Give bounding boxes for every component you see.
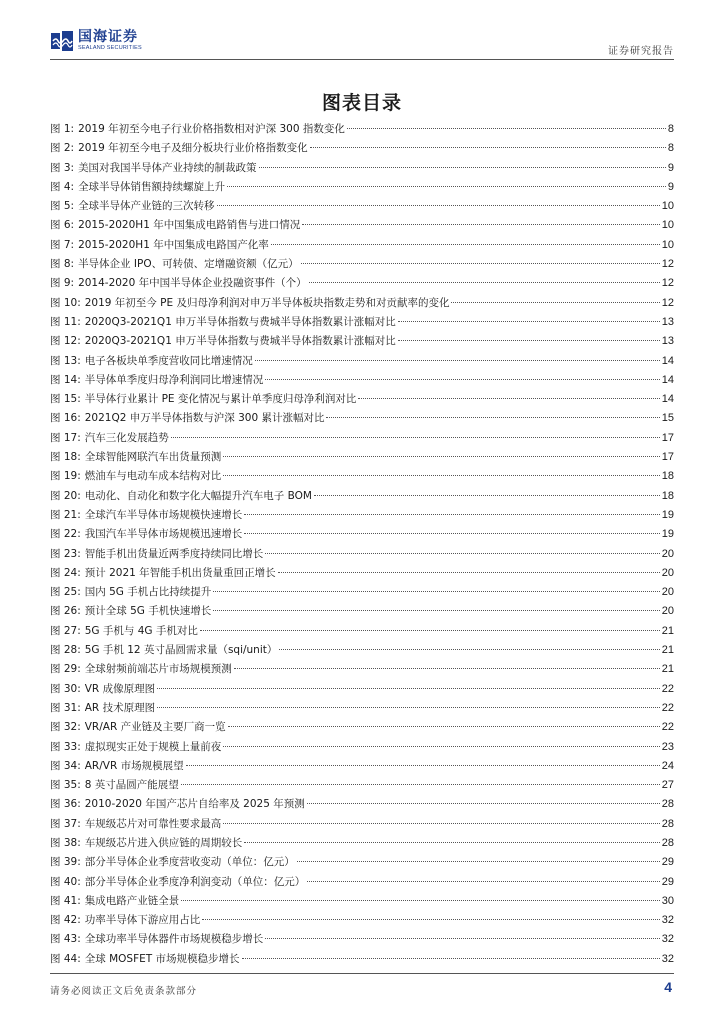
figure-page-number: 20 [661, 586, 674, 599]
figure-label: 图 9: [50, 277, 75, 290]
figure-title: 车规级芯片对可靠性要求最高 [84, 817, 222, 830]
leader-dots [314, 495, 660, 496]
figure-label: 图 24: [50, 566, 81, 579]
figure-label: 图 27: [50, 624, 81, 637]
leader-dots [279, 649, 659, 650]
toc-entry[interactable] [50, 488, 674, 507]
logo-chinese-name: 国海证券 [78, 29, 138, 46]
toc-entry[interactable] [50, 353, 674, 372]
figure-label: 图 15: [50, 393, 81, 406]
figure-title: 全球功率半导体器件市场规模稳步增长 [84, 933, 264, 946]
figure-label: 图 29: [50, 663, 81, 676]
logo-english-name: SEALAND SECURITIES [78, 45, 142, 52]
figure-title: 集成电路产业链全景 [84, 894, 180, 907]
toc-entry[interactable] [50, 449, 674, 468]
leader-dots [202, 919, 660, 920]
leader-dots [451, 302, 659, 303]
figure-page-number: 21 [661, 663, 674, 676]
figure-title: 半导体企业 IPO、可转债、定增融资额（亿元） [78, 258, 299, 271]
toc-entry[interactable] [50, 217, 674, 236]
toc-entry[interactable] [50, 468, 674, 487]
toc-entry[interactable] [50, 410, 674, 429]
leader-dots [200, 630, 660, 631]
leader-dots [228, 726, 660, 727]
figure-title: 我国汽车半导体市场规模迅速增长 [84, 528, 243, 541]
figure-page-number: 28 [661, 798, 674, 811]
figure-page-number: 12 [661, 277, 674, 290]
toc-entry[interactable] [50, 642, 674, 661]
sealand-logo-icon [50, 30, 74, 52]
figure-page-number: 9 [667, 180, 674, 193]
figure-page-number: 21 [661, 624, 674, 637]
leader-dots [244, 514, 660, 515]
toc-entry[interactable] [50, 874, 674, 893]
figure-page-number: 22 [661, 682, 674, 695]
toc-entry[interactable] [50, 198, 674, 217]
figure-label: 图 36: [50, 798, 81, 811]
figure-title: 全球 MOSFET 市场规模稳步增长 [84, 952, 240, 965]
toc-entry[interactable] [50, 603, 674, 622]
figure-title: 2019 年初至今 PE 及归母净利润对申万半导体板块指数走势和对贡献率的变化 [84, 296, 450, 309]
figure-page-number: 18 [661, 489, 674, 502]
figure-label: 图 33: [50, 740, 81, 753]
leader-dots [223, 456, 660, 457]
figure-label: 图 34: [50, 759, 81, 772]
leader-dots [181, 900, 660, 901]
figure-page-number: 28 [661, 836, 674, 849]
figure-label: 图 2: [50, 142, 75, 155]
leader-dots [358, 398, 659, 399]
report-type-label: 证券研究报告 [608, 46, 674, 57]
figure-page-number: 15 [661, 412, 674, 425]
figure-page-number: 29 [661, 856, 674, 869]
figure-label: 图 39: [50, 856, 81, 869]
figure-page-number: 20 [661, 566, 674, 579]
figure-page-number: 32 [661, 952, 674, 965]
figure-page-number: 10 [661, 200, 674, 213]
toc-entry[interactable] [50, 391, 674, 410]
figure-label: 图 38: [50, 836, 81, 849]
header-divider [50, 59, 674, 60]
figure-title: 2020Q3-2021Q1 申万半导体指数与费城半导体指数累计涨幅对比 [84, 335, 396, 348]
toc-entry[interactable] [50, 256, 674, 275]
leader-dots [223, 746, 660, 747]
toc-entry[interactable] [50, 777, 674, 796]
figure-title: 2010-2020 年国产芯片自给率及 2025 年预测 [84, 798, 305, 811]
company-logo [50, 30, 142, 52]
figure-label: 图 6: [50, 219, 75, 232]
figure-page-number: 14 [661, 393, 674, 406]
figure-page-number: 10 [661, 219, 674, 232]
leader-dots [234, 668, 660, 669]
toc-entry[interactable] [50, 796, 674, 815]
toc-entry[interactable] [50, 237, 674, 256]
figure-title: 车规级芯片进入供应链的周期较长 [84, 836, 243, 849]
page-header [50, 30, 674, 58]
toc-entry[interactable] [50, 719, 674, 738]
figure-title: 全球智能网联汽车出货量预测 [84, 451, 222, 464]
toc-entry[interactable] [50, 565, 674, 584]
leader-dots [307, 881, 660, 882]
toc-entry[interactable] [50, 314, 674, 333]
leader-dots [259, 167, 666, 168]
figure-title: 2020Q3-2021Q1 申万半导体指数与费城半导体指数累计涨幅对比 [84, 315, 396, 328]
figure-title: 虚拟现实正处于规模上量前夜 [84, 740, 222, 753]
figure-label: 图 28: [50, 644, 81, 657]
figure-label: 图 13: [50, 354, 81, 367]
leader-dots [181, 784, 660, 785]
leader-dots [271, 244, 660, 245]
leader-dots [171, 437, 660, 438]
figure-page-number: 32 [661, 914, 674, 927]
leader-dots [223, 475, 660, 476]
leader-dots [309, 282, 660, 283]
leader-dots [265, 553, 660, 554]
figure-title: 部分半导体企业季度营收变动（单位：亿元） [84, 856, 295, 869]
figure-page-number: 17 [661, 431, 674, 444]
figure-label: 图 30: [50, 682, 81, 695]
leader-dots [307, 803, 660, 804]
figure-label: 图 3: [50, 161, 75, 174]
table-of-figures [50, 121, 674, 970]
figure-page-number: 22 [661, 701, 674, 714]
toc-entry[interactable] [50, 816, 674, 835]
toc-entry[interactable] [50, 835, 674, 854]
figure-label: 图 41: [50, 894, 81, 907]
figure-label: 图 11: [50, 315, 81, 328]
figure-title: 燃油车与电动车成本结构对比 [84, 470, 222, 483]
toc-entry[interactable] [50, 893, 674, 912]
figure-label: 图 5: [50, 200, 75, 213]
figure-label: 图 10: [50, 296, 81, 309]
figure-page-number: 30 [661, 894, 674, 907]
figure-label: 图 4: [50, 180, 75, 193]
figure-title: AR/VR 市场规模展望 [84, 759, 184, 772]
figure-label: 图 7: [50, 238, 75, 251]
figure-label: 图 20: [50, 489, 81, 502]
figure-title: 全球射频前端芯片市场规模预测 [84, 663, 232, 676]
toc-entry[interactable] [50, 546, 674, 565]
figure-page-number: 13 [661, 335, 674, 348]
figure-label: 图 37: [50, 817, 81, 830]
figure-title: 2019 年初至今电子及细分板块行业价格指数变化 [78, 142, 308, 155]
leader-dots [244, 533, 660, 534]
leader-dots [227, 186, 666, 187]
figure-page-number: 8 [667, 142, 674, 155]
figure-title: 2015-2020H1 年中国集成电路国产化率 [78, 238, 269, 251]
figure-label: 图 35: [50, 779, 81, 792]
figure-title: 预计全球 5G 手机快速增长 [84, 605, 212, 618]
footer-disclaimer: 请务必阅读正文后免责条款部分 [50, 986, 198, 997]
figure-title: 国内 5G 手机占比持续提升 [84, 586, 212, 599]
figure-title: 美国对我国半导体产业持续的制裁政策 [78, 161, 257, 174]
toc-entry[interactable] [50, 584, 674, 603]
toc-entry[interactable] [50, 430, 674, 449]
figure-page-number: 18 [661, 470, 674, 483]
figure-title: 全球半导体产业链的三次转移 [78, 200, 215, 213]
figure-label: 图 44: [50, 952, 81, 965]
leader-dots [255, 360, 660, 361]
figure-label: 图 14: [50, 373, 81, 386]
figure-label: 图 12: [50, 335, 81, 348]
figure-page-number: 20 [661, 605, 674, 618]
figure-label: 图 17: [50, 431, 81, 444]
toc-entry[interactable] [50, 681, 674, 700]
figure-title: 2014-2020 年中国半导体企业投融资事件（个） [78, 277, 307, 290]
toc-entry[interactable] [50, 160, 674, 179]
leader-dots [326, 417, 659, 418]
leader-dots [302, 224, 660, 225]
figure-title: 半导体行业累计 PE 变化情况与累计单季度归母净利润对比 [84, 393, 357, 406]
figure-title: 部分半导体企业季度净利润变动（单位：亿元） [84, 875, 306, 888]
leader-dots [265, 379, 660, 380]
figure-title: 2019 年初至今电子行业价格指数相对沪深 300 指数变化 [78, 123, 345, 135]
figure-label: 图 18: [50, 451, 81, 464]
leader-dots [265, 938, 660, 939]
leader-dots [278, 572, 660, 573]
figure-page-number: 12 [661, 258, 674, 271]
leader-dots [213, 610, 660, 611]
figure-label: 图 43: [50, 933, 81, 946]
toc-entry[interactable] [50, 739, 674, 758]
figure-title: 8 英寸晶圆产能展望 [84, 779, 179, 792]
figure-title: 5G 手机与 4G 手机对比 [84, 624, 198, 637]
figure-title: VR/AR 产业链及主要厂商一览 [84, 721, 226, 734]
leader-dots [398, 340, 660, 341]
figure-title: 全球半导体销售额持续螺旋上升 [78, 180, 226, 193]
toc-entry[interactable] [50, 700, 674, 719]
leader-dots [398, 321, 660, 322]
leader-dots [297, 861, 660, 862]
figure-label: 图 31: [50, 701, 81, 714]
toc-entry[interactable] [50, 121, 674, 140]
leader-dots [157, 688, 660, 689]
figure-page-number: 17 [661, 451, 674, 464]
page-number: 4 [664, 979, 672, 995]
figure-page-number: 29 [661, 875, 674, 888]
figure-title: 5G 手机 12 英寸晶圆需求量（sqi/unit） [84, 644, 278, 657]
figure-page-number: 21 [661, 644, 674, 657]
figure-page-number: 14 [661, 354, 674, 367]
toc-entry[interactable] [50, 140, 674, 159]
figure-page-number: 13 [661, 315, 674, 328]
figure-title: 全球汽车半导体市场规模快速增长 [84, 508, 243, 521]
figure-title: AR 技术原理图 [84, 701, 156, 714]
figure-title: 汽车三化发展趋势 [84, 431, 169, 444]
figure-page-number: 27 [661, 779, 674, 792]
figure-label: 图 22: [50, 528, 81, 541]
toc-entry[interactable] [50, 372, 674, 391]
figure-page-number: 12 [661, 296, 674, 309]
toc-entry[interactable] [50, 912, 674, 931]
leader-dots [157, 707, 660, 708]
figure-title: 2021Q2 申万半导体指数与沪深 300 累计涨幅对比 [84, 412, 325, 425]
figure-title: 电子各板块单季度营收同比增速情况 [84, 354, 253, 367]
figure-label: 图 19: [50, 470, 81, 483]
toc-entry[interactable] [50, 758, 674, 777]
toc-entry[interactable] [50, 661, 674, 680]
figure-page-number: 19 [661, 508, 674, 521]
figure-label: 图 16: [50, 412, 81, 425]
toc-entry[interactable] [50, 507, 674, 526]
figure-page-number: 8 [667, 123, 674, 135]
figure-label: 图 42: [50, 914, 81, 927]
figure-label: 图 40: [50, 875, 81, 888]
leader-dots [347, 128, 666, 129]
figure-label: 图 25: [50, 586, 81, 599]
leader-dots [213, 591, 660, 592]
figure-title: 半导体单季度归母净利润同比增速情况 [84, 373, 264, 386]
figure-title: VR 成像原理图 [84, 682, 156, 695]
toc-entry[interactable] [50, 179, 674, 198]
figure-title: 2015-2020H1 年中国集成电路销售与进口情况 [78, 219, 301, 232]
toc-entry[interactable] [50, 931, 674, 950]
leader-dots [186, 765, 660, 766]
page-title: 图表目录 [321, 92, 402, 114]
figure-label: 图 32: [50, 721, 81, 734]
toc-entry[interactable] [50, 526, 674, 545]
figure-page-number: 28 [661, 817, 674, 830]
figure-page-number: 10 [661, 238, 674, 251]
figure-label: 图 23: [50, 547, 81, 560]
figure-page-number: 14 [661, 373, 674, 386]
toc-entry[interactable] [50, 623, 674, 642]
figure-title: 电动化、自动化和数字化大幅提升汽车电子 BOM [84, 489, 312, 502]
figure-page-number: 19 [661, 528, 674, 541]
figure-page-number: 32 [661, 933, 674, 946]
figure-page-number: 23 [661, 740, 674, 753]
toc-entry[interactable] [50, 333, 674, 352]
figure-label: 图 26: [50, 605, 81, 618]
toc-entry[interactable] [50, 275, 674, 294]
figure-title: 智能手机出货量近两季度持续同比增长 [84, 547, 264, 560]
toc-entry[interactable] [50, 295, 674, 314]
toc-entry[interactable] [50, 951, 674, 970]
leader-dots [223, 823, 660, 824]
toc-entry[interactable] [50, 854, 674, 873]
leader-dots [217, 205, 660, 206]
figure-title: 预计 2021 年智能手机出货量重回正增长 [84, 566, 276, 579]
figure-label: 图 21: [50, 508, 81, 521]
leader-dots [242, 958, 660, 959]
figure-title: 功率半导体下游应用占比 [84, 914, 201, 927]
figure-page-number: 24 [661, 759, 674, 772]
figure-page-number: 22 [661, 721, 674, 734]
leader-dots [310, 147, 666, 148]
figure-label: 图 8: [50, 258, 75, 271]
leader-dots [301, 263, 660, 264]
footer-divider [50, 973, 674, 974]
leader-dots [244, 842, 660, 843]
figure-page-number: 9 [667, 161, 674, 174]
figure-label: 图 1: [50, 123, 75, 135]
figure-page-number: 20 [661, 547, 674, 560]
